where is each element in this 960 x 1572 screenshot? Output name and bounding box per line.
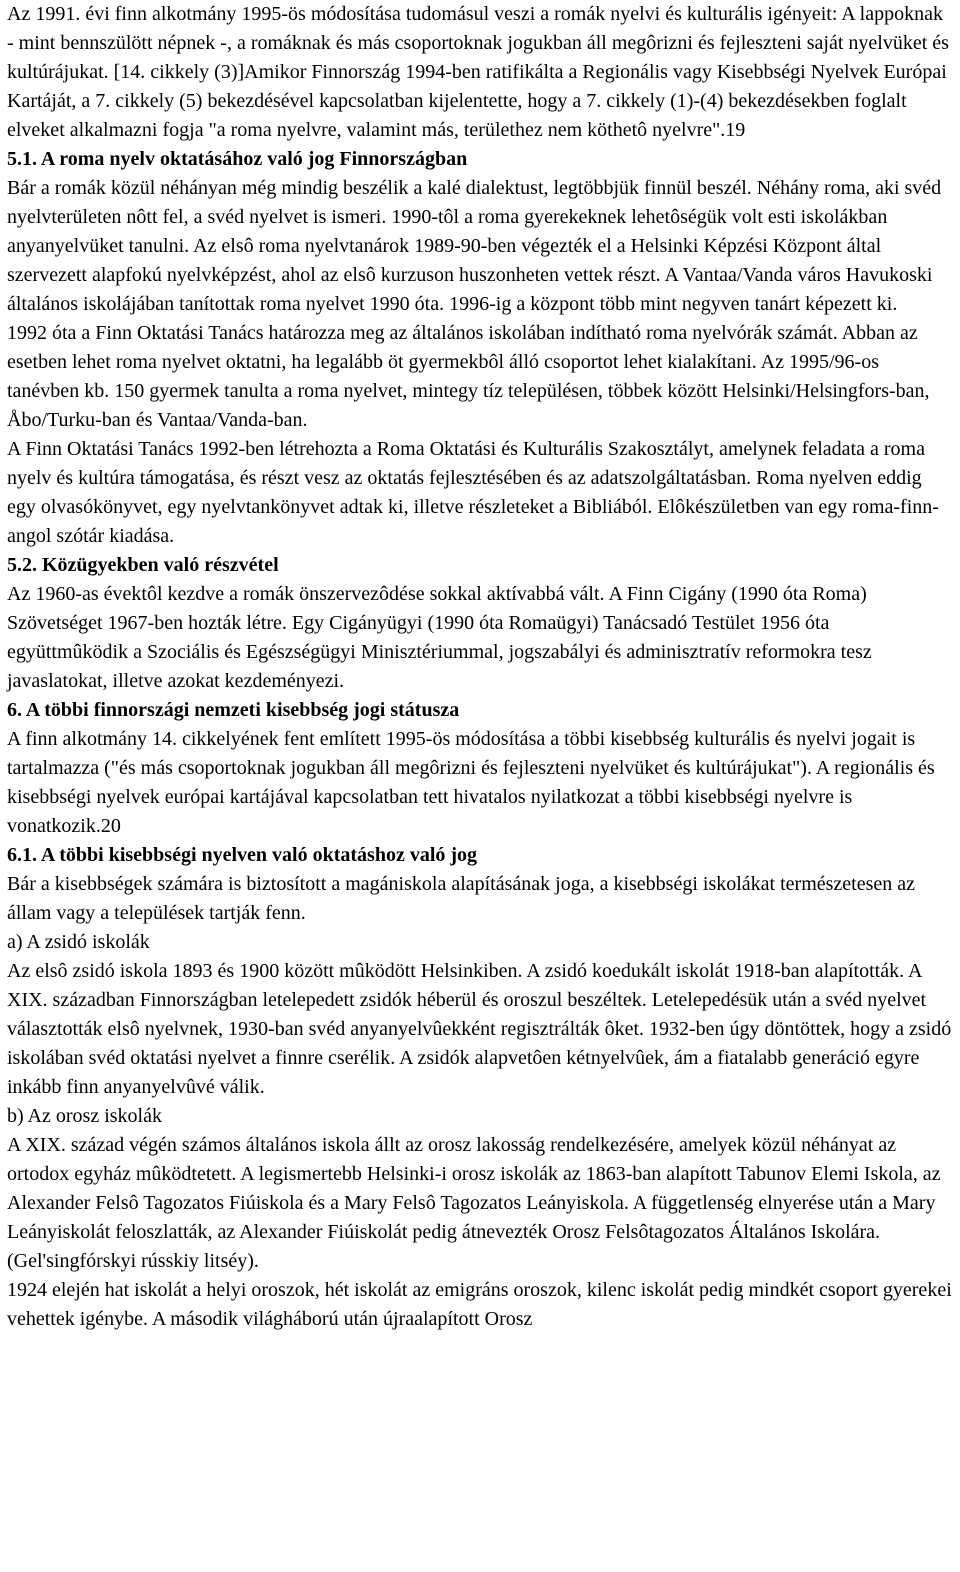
- body-paragraph: Az 1960-as évektôl kezdve a romák önszervezôdése sokkal aktívabbá vált. A Finn Cigány (1990 óta Roma) Szövetséget 1967-ben hozták létre. Egy Cigányügyi (1990 óta Romaügyi) Tanácsadó Testület 1956 óta együttmûködik a Szociális és Egészségügyi Minisztériummal, jogszabályi és adminisztratív reformokra tesz javaslatokat, illetve azokat kezdeményezi.: [7, 583, 872, 692]
- subsection-label-b: b) Az orosz iskolák: [7, 1105, 162, 1127]
- body-paragraph: A XIX. század végén számos általános iskola állt az orosz lakosság rendelkezésére, amelyek közül néhányat az ortodox egyház mûködtetett. A legismertebb Helsinki-i orosz iskolák az 1863-ban alapított Tabunov Elemi Iskola, az Alexander Felsô Tagozatos Fiúiskola és a Mary Felsô Tagozatos Leányiskola. A függetlenség elnyerése után a Mary Leányiskolát feloszlatták, az Alexander Fiúiskolát pedig átnevezték Orosz Felsôtagozatos Általános Iskolára. (Gel'singfórskyi rússkiy litséy).: [7, 1134, 941, 1272]
- body-paragraph: Bár a kisebbségek számára is biztosított a magániskola alapításának joga, a kisebbségi iskolákat természetesen az állam vagy a települések tartják fenn.: [7, 873, 916, 924]
- body-paragraph: A Finn Oktatási Tanács 1992-ben létrehozta a Roma Oktatási és Kulturális Szakosztályt, amelynek feladata a roma nyelv és kultúra támogatása, és részt vesz az oktatás fejlesztésében és az adatszolgáltatásban. Roma nyelven eddig egy olvasókönyvet, egy nyelvtankönyvet adtak ki, illetve részleteket a Bibliából. Elôkészületben van egy roma-finn-angol szótár kiadása.: [7, 438, 939, 547]
- body-paragraph: 1992 óta a Finn Oktatási Tanács határozza meg az általános iskolában indítható roma nyelvórák számát. Abban az esetben lehet roma nyelvet oktatni, ha legalább öt gyermekbôl álló csoportot lehet kialakítani. Az 1995/96-os tanévben kb. 150 gyermek tanulta a roma nyelvet, mintegy tíz településen, többek között Helsinki/Helsingfors-ban, Åbo/Turku-ban és Vantaa/Vanda-ban.: [7, 322, 930, 431]
- intro-paragraph: Az 1991. évi finn alkotmány 1995-ös módosítása tudomásul veszi a romák nyelvi és kulturális igényeit: A lappoknak - mint bennszülött népnek -, a romáknak és más csoportoknak jogukban áll megôrizni és fejleszteni saját nyelvüket és kultúrájukat. [14. cikkely (3)]Amikor Finnország 1994-ben ratifikálta a Regionális vagy Kisebbségi Nyelvek Európai Kartáját, a 7. cikkely (5) bekezdésével kapcsolatban kijelentette, hogy a 7. cikkely (1)-(4) bekezdésekben foglalt elveket alkalmazni fogja "a roma nyelvre, valamint más, területhez nem köthetô nyelvre".19: [7, 3, 949, 141]
- section-heading-5-2: 5.2. Közügyekben való részvétel: [7, 554, 279, 576]
- section-heading-6-1: 6.1. A többi kisebbségi nyelven való oktatáshoz való jog: [7, 844, 478, 866]
- subsection-label-a: a) A zsidó iskolák: [7, 931, 150, 953]
- section-heading-5-1: 5.1. A roma nyelv oktatásához való jog Finnországban: [7, 148, 468, 170]
- section-heading-6: 6. A többi finnországi nemzeti kisebbség jogi státusza: [7, 699, 460, 721]
- body-paragraph: 1924 elején hat iskolát a helyi oroszok, hét iskolát az emigráns oroszok, kilenc iskolát pedig mindkét csoport gyerekei vehettek igénybe. A második világháború után újraalapított Orosz: [7, 1279, 952, 1330]
- body-paragraph: A finn alkotmány 14. cikkelyének fent említett 1995-ös módosítása a többi kisebbség kulturális és nyelvi jogait is tartalmazza ("és más csoportoknak jogukban áll megôrizni és fejleszteni nyelvüket és kultúrájukat"). A regionális és kisebbségi nyelvek európai kartájával kapcsolatban tett hivatalos nyilatkozat a többi kisebbségi nyelvre is vonatkozik.20: [7, 728, 935, 837]
- body-paragraph: Bár a romák közül néhányan még mindig beszélik a kalé dialektust, legtöbbjük finnül beszél. Néhány roma, aki svéd nyelvterületen nôtt fel, a svéd nyelvet is ismeri. 1990-tôl a roma gyerekeknek lehetôségük volt esti iskolákban anyanyelvüket tanulni. Az elsô roma nyelvtanárok 1989-90-ben végezték el a Helsinki Képzési Központ által szervezett alapfokú nyelvképzést, ahol az elsô kurzuson huszonheten vettek részt. A Vantaa/Vanda város Havukoski általános iskolájában tanítottak roma nyelvet 1990 óta. 1996-ig a központ több mint negyven tanárt képezett ki.: [7, 177, 942, 315]
- body-paragraph: Az elsô zsidó iskola 1893 és 1900 között mûködött Helsinkiben. A zsidó koedukált iskolát 1918-ban alapították. A XIX. században Finnországban letelepedett zsidók héberül és oroszul beszéltek. Letelepedésük után a svéd nyelvet választották elsô nyelvnek, 1930-ban svéd anyanyelvûekként regisztrálták ôket. 1932-ben úgy döntöttek, hogy a zsidó iskolában svéd oktatási nyelvet a finnre cserélik. A zsidók alapvetôen kétnyelvûek, ám a fiatalabb generáció egyre inkább finn anyanyelvûvé válik.: [7, 960, 952, 1098]
